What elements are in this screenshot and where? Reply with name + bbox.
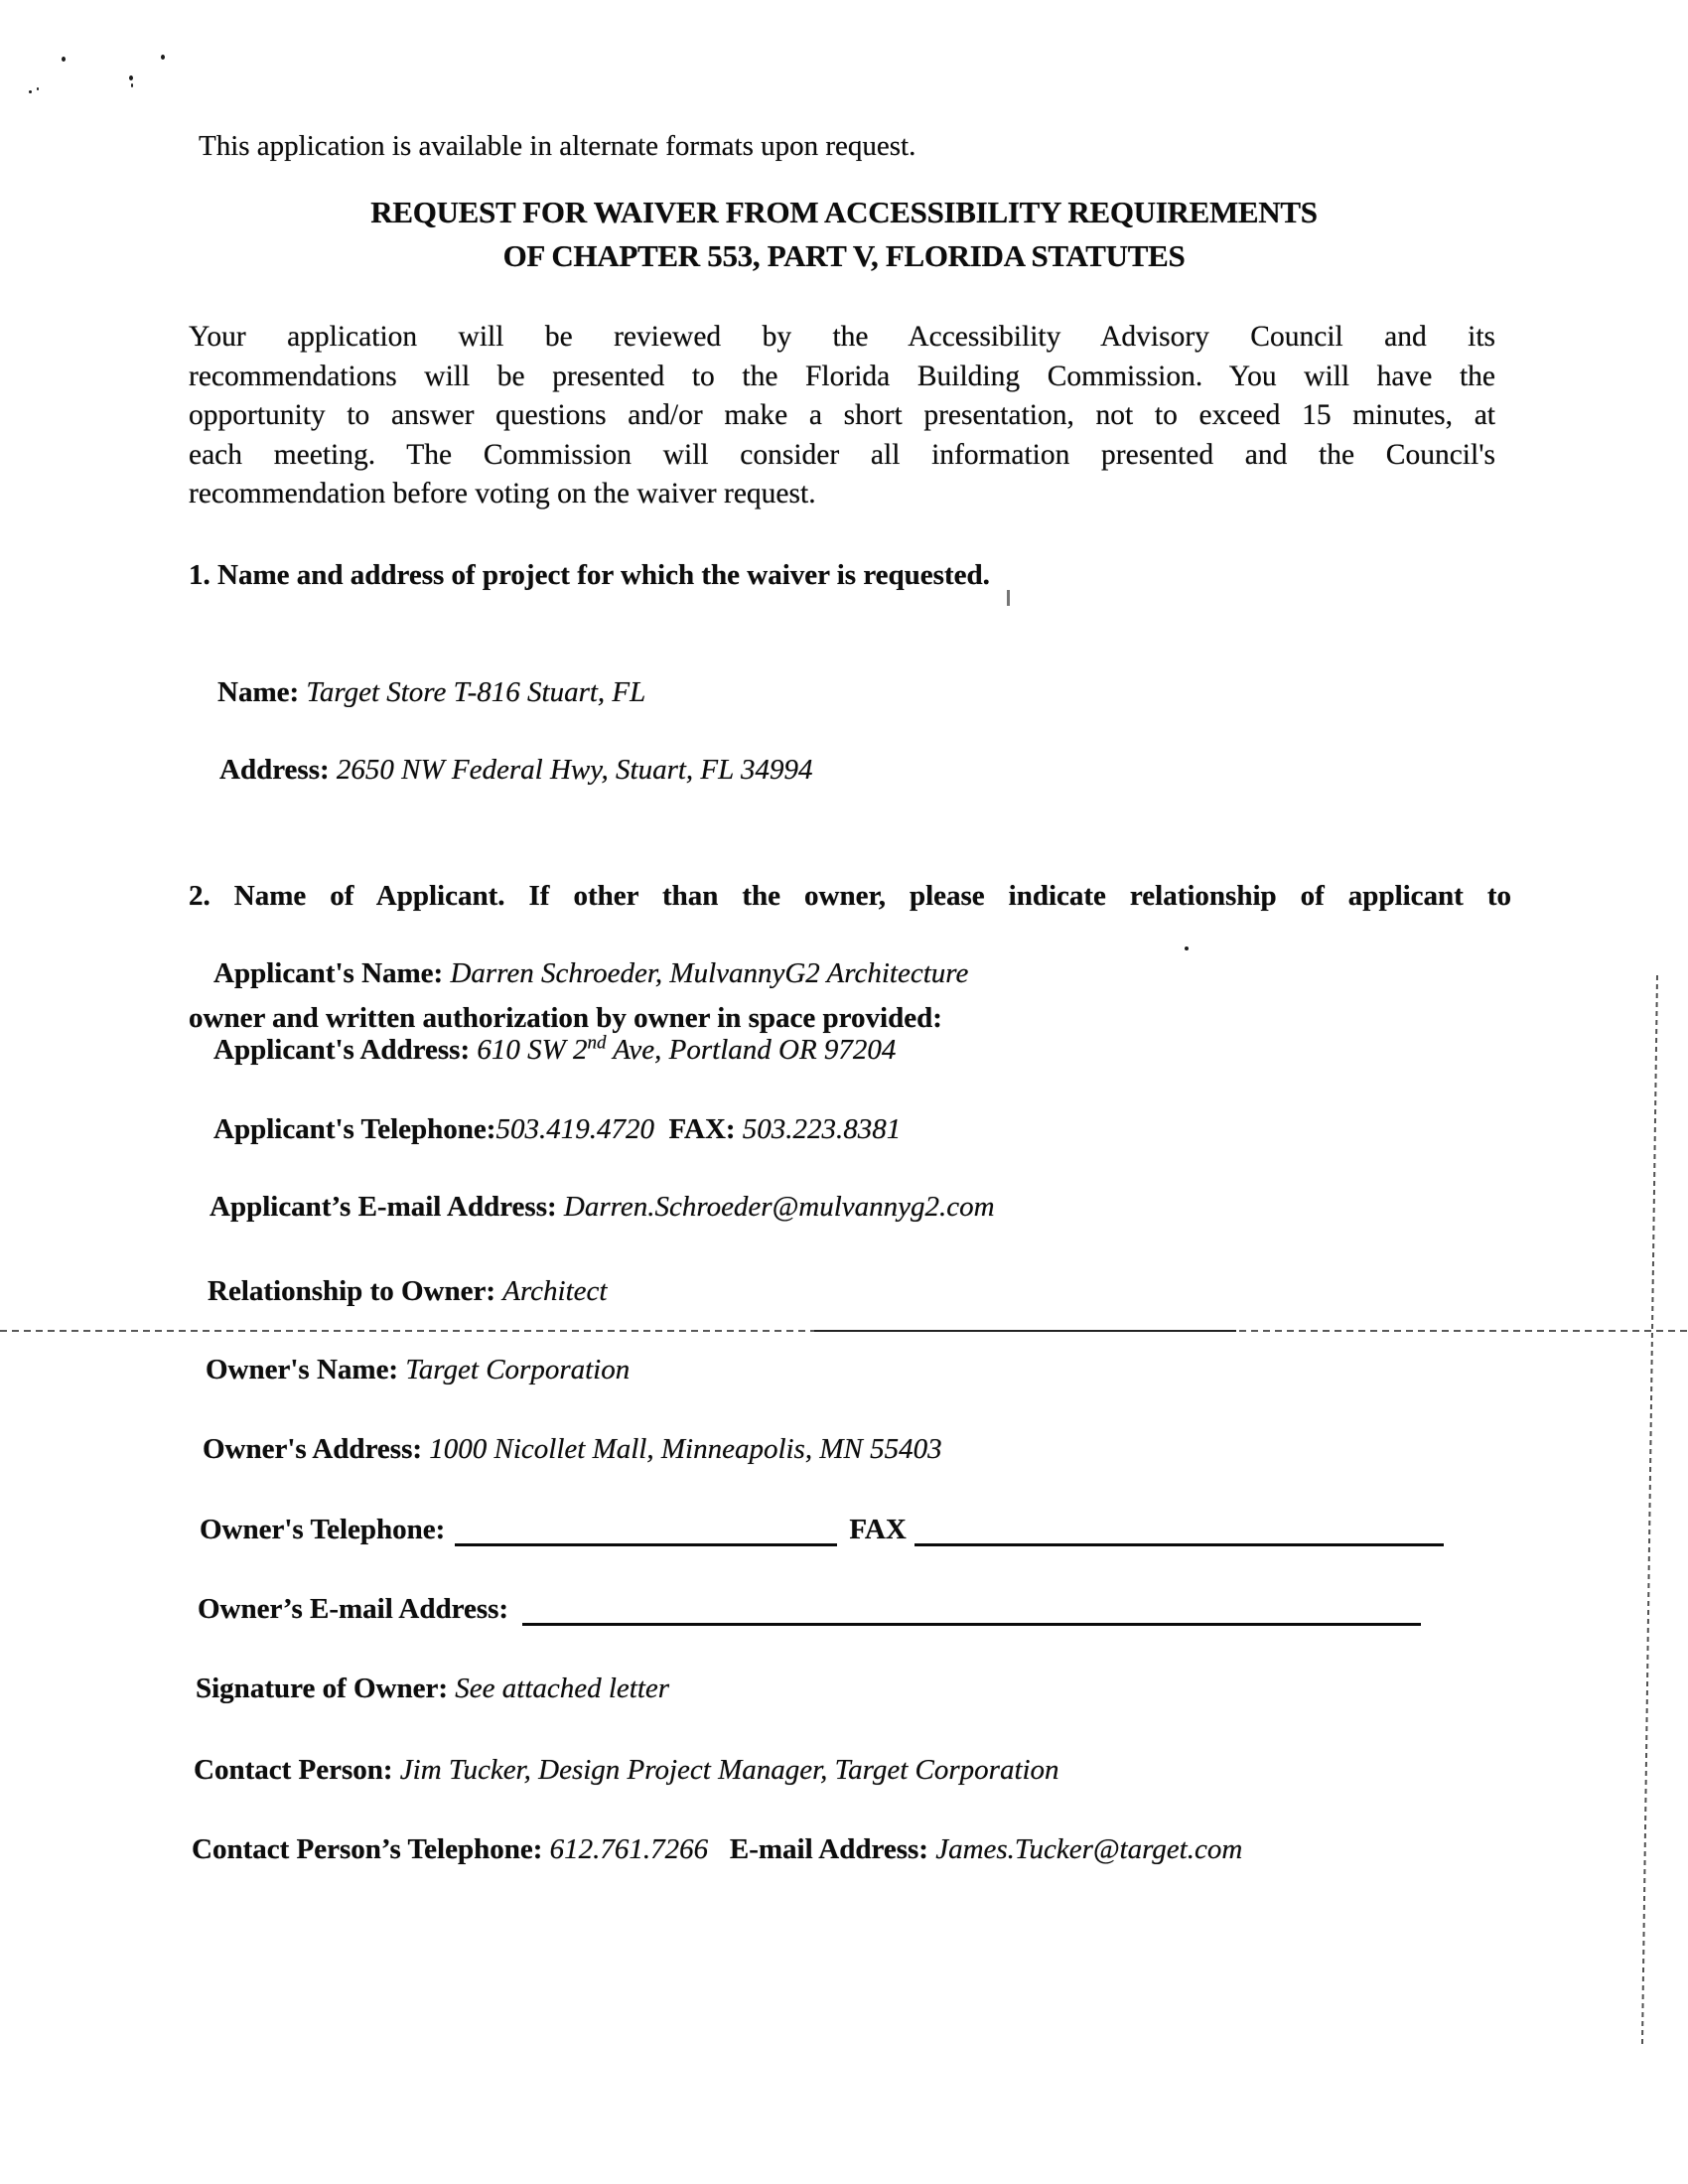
applicant-fax-label: FAX:	[653, 1113, 743, 1145]
ordinal-superscript: nd	[587, 1032, 607, 1054]
scan-speck	[131, 83, 133, 87]
scan-speck	[62, 57, 66, 62]
owner-email-blank-line	[522, 1623, 1421, 1626]
contact-telephone-label: Contact Person’s Telephone:	[192, 1833, 550, 1865]
owner-fax-label: FAX	[849, 1514, 907, 1545]
contact-telephone-value: 612.761.7266	[549, 1833, 709, 1865]
scan-speck	[129, 75, 133, 80]
applicant-fax-value: 503.223.8381	[742, 1113, 902, 1145]
scan-horizontal-line-segment	[814, 1330, 1236, 1332]
owner-name-value: Target Corporation	[398, 1354, 631, 1385]
owner-fax-blank-line	[914, 1543, 1444, 1546]
intro-line: each meeting. The Commission will consider all information presented and the Council's	[189, 438, 1495, 471]
owner-email-label: Owner’s E-mail Address:	[198, 1593, 509, 1625]
form-title-line2: OF CHAPTER 553, PART V, FLORIDA STATUTES	[502, 238, 1186, 273]
project-name-value: Target Store T-816 Stuart, FL	[299, 676, 646, 708]
scan-vertical-dotted-line	[1641, 975, 1658, 2046]
contact-email-value: James.Tucker@target.com	[935, 1833, 1243, 1865]
applicant-telephone-value: 503.419.4720	[495, 1113, 654, 1145]
owner-address-value: 1000 Nicollet Mall, Minneapolis, MN 55403	[422, 1433, 942, 1465]
project-name-label: Name:	[217, 676, 300, 708]
project-address-label: Address:	[219, 754, 330, 786]
intro-line: recommendations will be presented to the Florida Building Commission. You will have the	[189, 360, 1495, 392]
owner-telephone-blank-line	[455, 1543, 837, 1546]
alternate-formats-notice: This application is available in alternate formats upon request.	[199, 130, 916, 162]
signature-value: See attached letter	[448, 1673, 670, 1704]
contact-person-value: Jim Tucker, Design Project Manager, Target Corporation	[399, 1754, 1059, 1786]
section2-heading-line1: 2. Name of Applicant. If other than the owner, please indicate relationship of applicant to	[189, 880, 1511, 912]
applicant-address-value: 610 SW 2nd Ave, Portland OR 97204	[470, 1032, 897, 1066]
form-title-line1: REQUEST FOR WAIVER FROM ACCESSIBILITY REQUIREMENTS	[370, 195, 1318, 229]
applicant-name-value: Darren Schroeder, MulvannyG2 Architecture	[443, 957, 969, 989]
signature-label: Signature of Owner:	[196, 1673, 449, 1704]
scan-speck	[37, 87, 39, 90]
section2-heading-line2: owner and written authorization by owner in space provided:	[189, 1002, 942, 1034]
applicant-name-label: Applicant's Name:	[213, 957, 444, 989]
relationship-label: Relationship to Owner:	[208, 1275, 503, 1307]
scan-speck	[29, 90, 32, 93]
owner-address-label: Owner's Address:	[203, 1433, 423, 1465]
contact-telephone-row	[163, 1793, 1242, 1906]
contact-person-label: Contact Person:	[194, 1754, 400, 1786]
intro-paragraph	[189, 318, 1495, 514]
contact-email-label: E-mail Address:	[708, 1833, 936, 1865]
owner-name-label: Owner's Name:	[206, 1354, 399, 1385]
intro-line: opportunity to answer questions and/or make a short presentation, not to exceed 15 minutes, at	[189, 399, 1495, 431]
scan-speck	[161, 55, 165, 60]
section1-heading: 1. Name and address of project for which the waiver is requested.	[189, 559, 990, 591]
applicant-telephone-label: Applicant's Telephone:	[213, 1113, 496, 1145]
applicant-email-value: Darren.Schroeder@mulvannyg2.com	[563, 1191, 995, 1223]
owner-telephone-label: Owner's Telephone:	[200, 1514, 446, 1545]
scan-tick-mark	[1007, 590, 1010, 606]
intro-line: recommendation before voting on the waiver request.	[189, 478, 816, 510]
applicant-address-label: Applicant's Address:	[213, 1034, 471, 1066]
intro-line: Your application will be reviewed by the Accessibility Advisory Council and its	[189, 321, 1495, 353]
relationship-value: Architect	[502, 1275, 608, 1307]
project-address-value: 2650 NW Federal Hwy, Stuart, FL 34994	[329, 754, 813, 786]
applicant-email-label: Applicant’s E-mail Address:	[210, 1191, 564, 1223]
